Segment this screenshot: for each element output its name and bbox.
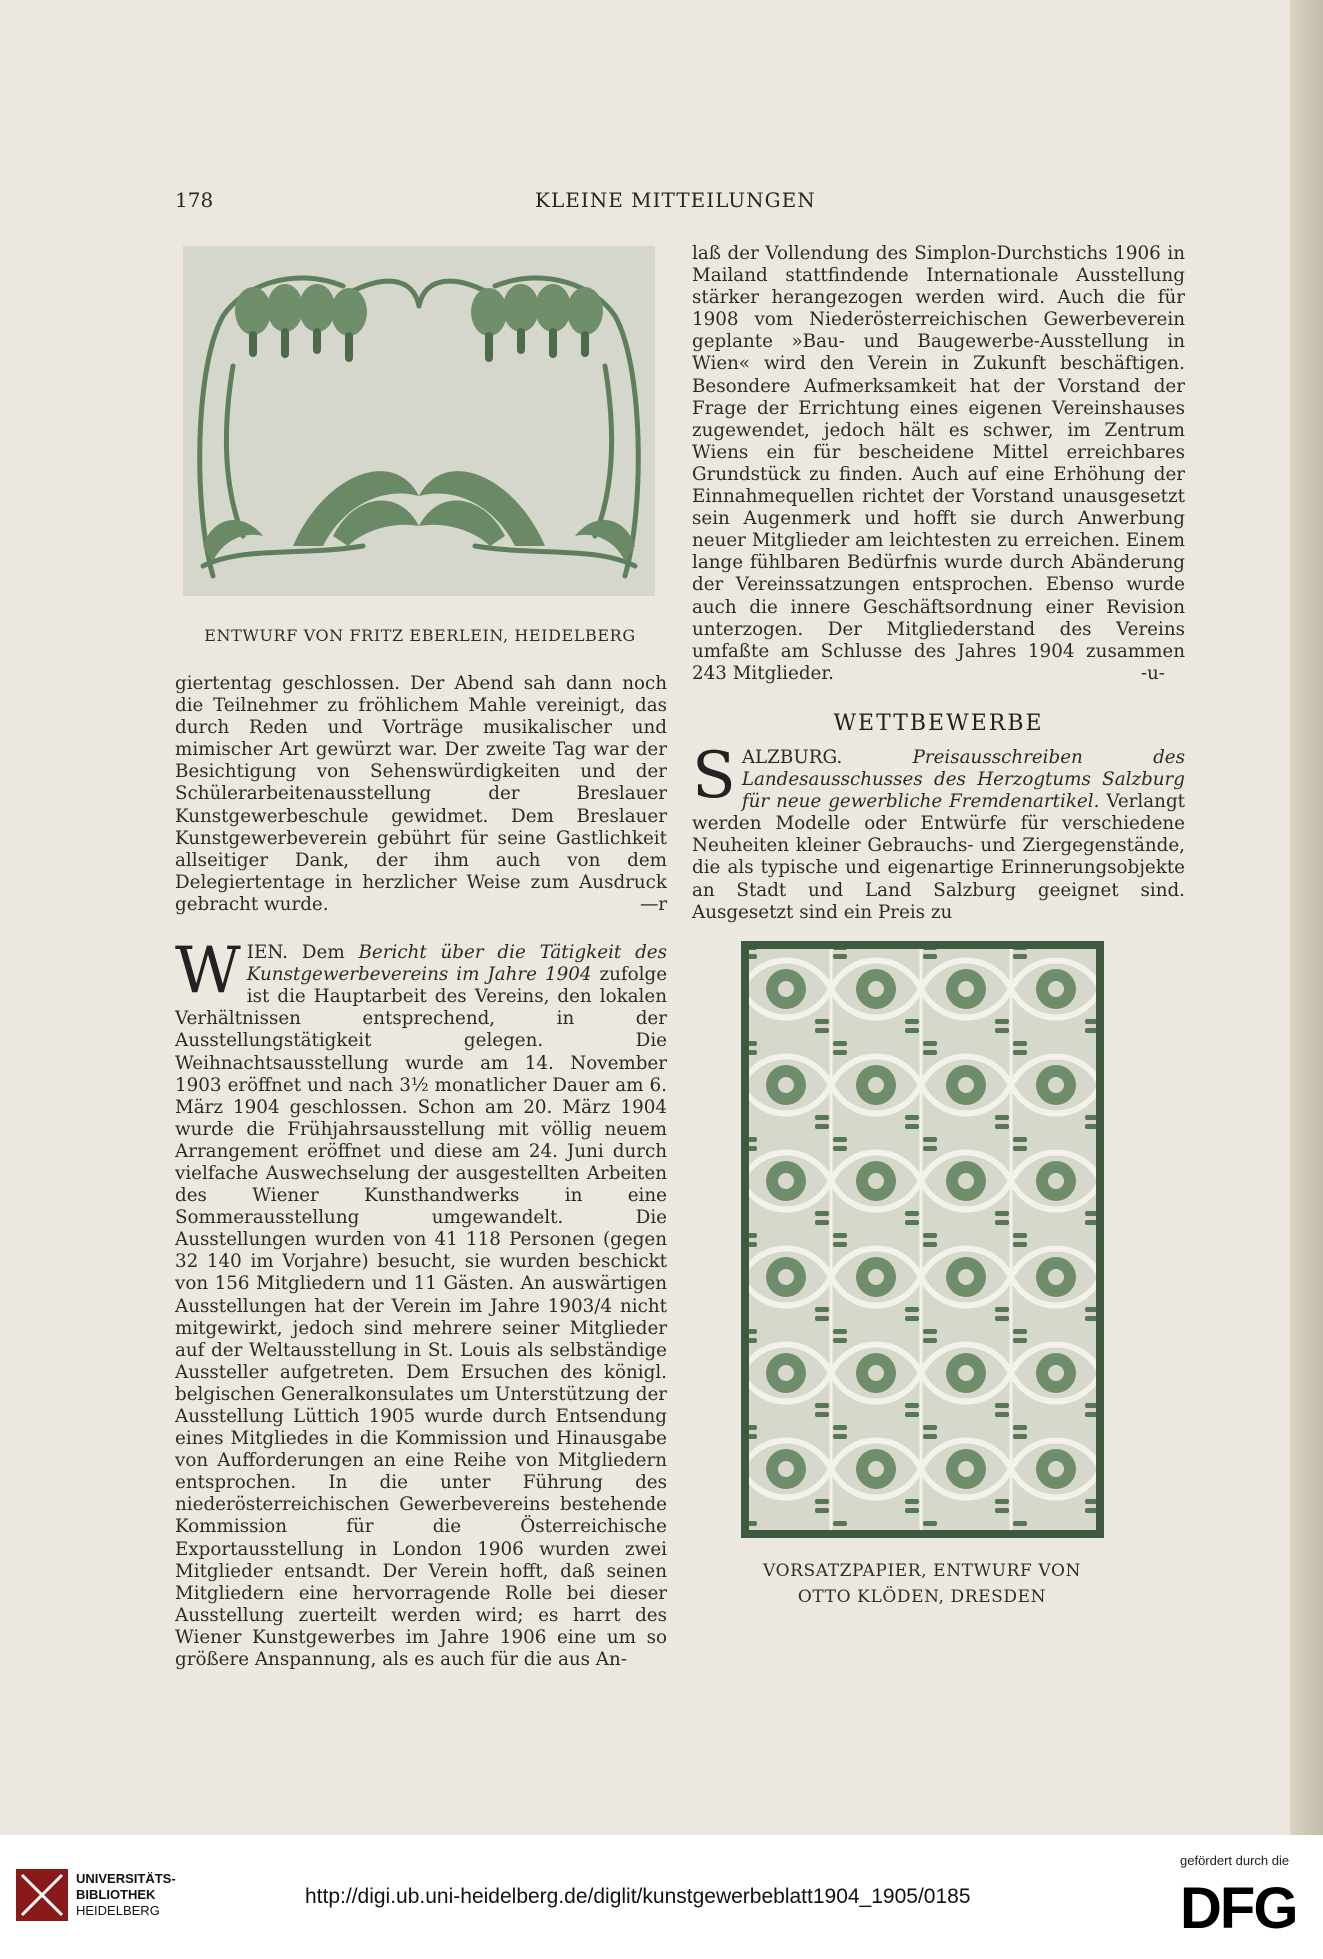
caption-kloeden: VORSATZPAPIER, ENTWURF VON OTTO KLÖDEN, DRESDEN xyxy=(763,1561,1081,1607)
right-column xyxy=(692,243,1185,924)
signature-u: -u- xyxy=(1140,662,1165,684)
section-heading-wettbewerbe: WETTBEWERBE xyxy=(833,710,1044,736)
figure-kloeden xyxy=(741,941,1104,1538)
figure-eberlein xyxy=(183,246,655,596)
dropcap-w: W xyxy=(175,934,241,1009)
page-number: 178 xyxy=(175,188,214,212)
dropcap-s: S xyxy=(692,738,736,813)
caption-eberlein: ENTWURF VON FRITZ EBERLEIN, HEIDELBERG xyxy=(204,626,636,645)
salzburg-lead: ALZBURG. xyxy=(741,746,843,768)
signature-r: —r xyxy=(639,893,667,915)
library-logo: UNIVERSITÄTS- BIBLIOTHEK HEIDELBERG xyxy=(76,1871,176,1918)
wien-lead: IEN. xyxy=(246,942,288,964)
digitization-footer xyxy=(0,1835,1323,1959)
running-head xyxy=(175,188,1175,222)
source-url-link[interactable]: http://digi.ub.uni-heidelberg.de/diglit/kunstgewerbeblatt1904_1905/0185 xyxy=(305,1885,971,1908)
funding-note: gefördert durch die xyxy=(1180,1853,1290,1868)
endpaper-pattern-illustration xyxy=(741,941,1104,1538)
paragraph-delegiertentag: giertentag geschlossen. Der Abend sah dann noch die Teilnehmer zu fröhlichem Mahle vereinigt, das durch Reden und Vorträge musikalischer und mimischer Art gewürzt war. Der zweite Tag war der Besichtigung von Sehenswürdigkeiten und der Schülerarbeitenausstellung der Breslauer Kunstgewerbeschule gewidmet. Dem Breslauer Kunstgewerbeverein gebührt für seine Gastlichkeit allseitiger Dank, der ihm auch von dem Delegiertentage in herzlicher Weise zum Ausdruck gebracht wurde. —r xyxy=(175,673,667,915)
running-title: KLEINE MITTEILUNGEN xyxy=(535,188,816,212)
page-edge xyxy=(1290,0,1323,1835)
paragraph-vereinshaus: laß der Vollendung des Simplon-Durchstichs 1906 in Mailand stattfindende Internationale Ausstellung stärker herangezogen werden wird. Auch die für 1908 vom Niederösterreichischen Gewerbeverein geplante »Bau- und Baugewerbe-Ausstellung in Wien« wird den Verein in Zukunft beschäftigen. Besondere Aufmerksamkeit hat der Vorstand der Frage der Errichtung eines eigenen Vereinshauses zugewendet, jedoch hält es schwer, im Zentrum Wiens ein für bescheidene Mittel erreichbares Grundstück zu finden. Auch auf eine Erhöhung der Einnahmequellen richtet der Vorstand unausgesetzt sein Augenmerk und hofft sie durch Anwerbung neuer Mitglieder am leichtesten zu erreichen. Einem lange fühlbaren Bedürfnis wurde durch Abänderung der Vereinssatzungen entsprochen. Ebenso wurde auch die innere Geschäftsordnung einer Revision unterzogen. Der Mitgliederstand des Vereins umfaßte am Schlusse des Jahres 1904 zusammen 243 Mitglieder. -u- xyxy=(692,243,1185,684)
paragraph-wien: W IEN. Dem Bericht über die Tätigkeit des Kunstgewerbevereins im Jahre 1904 zufolge ist die Hauptarbeit des Vereins, den lokalen Verhältnissen entsprechend, in der Ausstellungstätigkeit gelegen. Die Weihnachtsausstellung wurde am 14. November 1903 eröffnet und nach 3½ monatlicher Dauer am 6. März 1904 geschlossen. Schon am 20. März 1904 wurde die Frühjahrsausstellung mit völlig neuem Arrangement eröffnet und diese am 24. Juni durch vielfache Auswechselung der ausgestellten Arbeiten des Wiener Kunsthandwerks in eine Sommerausstellung umgewandelt. Die Ausstellungen wurden von 41 118 Personen (gegen 32 140 im Vorjahre) besucht, sie wurden beschickt von 156 Mitgliedern und 11 Gästen. An auswärtigen Ausstellungen hat der Verein im Jahre 1903/4 nicht mitgewirkt, jedoch sind mehrere seiner Mitglieder auf der Weltausstellung in St. Louis als selbständige Aussteller aufgetreten. Dem Ersuchen des königl. belgischen Generalkonsulates um Unterstützung der Ausstellung Lüttich 1905 wurde durch Entsendung eines Mitgliedes in die Kommission und Hinausgabe von Aufforderungen an eine Reihe von Mitgliedern entsprochen. In die unter Führung des niederösterreichischen Gewerbevereins bestehende Kommission für die Österreichische Exportausstellung in London 1906 wurden zwei Mitglieder entsandt. Der Verein hofft, daß seinen Mitgliedern eine hervorragende Rolle bei dieser Ausstellung zuerteilt werden wird; es harrt des Wiener Kunstgewerbes im Jahre 1906 eine um so größere Anspannung, als es auch für die aus An- xyxy=(175,934,668,1671)
dfg-logo: DFG xyxy=(1180,1876,1297,1941)
left-column xyxy=(175,673,667,1671)
paragraph-salzburg: S ALZBURG. Preisausschreiben des Landesausschusses des Herzogtums Salzburg für neue gewerbliche Fremdenartikel. Verlangt werden Modelle oder Entwürfe für verschiedene Neuheiten kleiner Gebrauchs- und Ziergegenstände, die als typische und eigenartige Erinnerungsobjekte an Stadt und Land Salzburg geeignet sind. Ausgesetzt sind ein Preis zu xyxy=(692,738,1185,923)
wien-report-title: Bericht über die Tätigkeit des Kunstgewerbevereins im Jahre 1904 xyxy=(246,942,668,986)
university-seal-icon xyxy=(12,1865,72,1925)
salzburg-competition-title: Preisausschreiben des Landesausschusses des Herzogtums Salzburg für neue gewerbliche Fremdenartikel. xyxy=(741,746,1185,813)
floral-ornament-illustration xyxy=(183,246,655,596)
